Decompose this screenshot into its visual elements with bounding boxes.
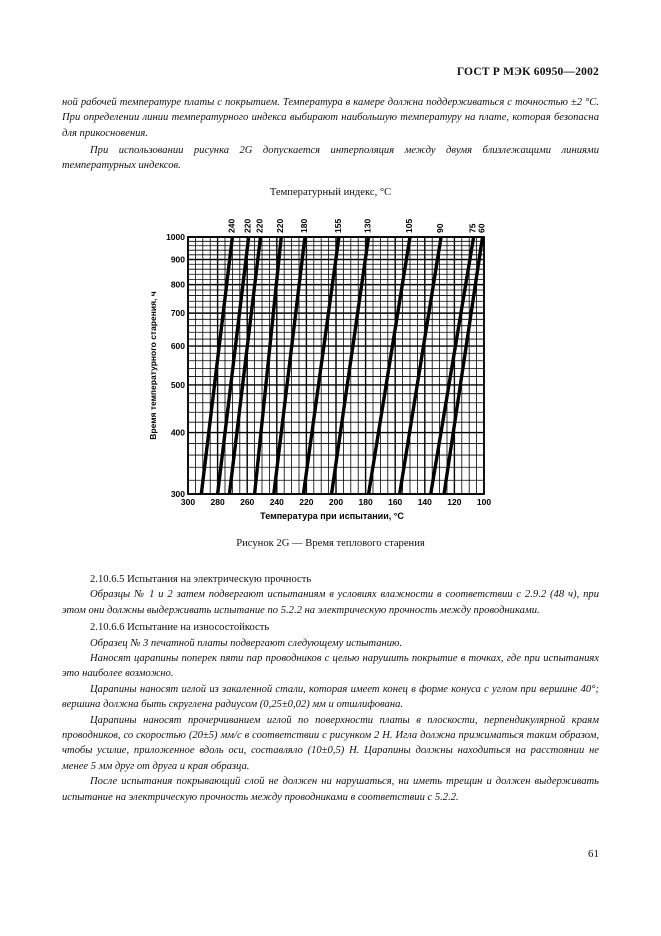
y-tick-label: 900 [170, 254, 185, 265]
section-paragraph: Царапины наносят прочерчиванием иглой по поверхности платы в плоскости, перпендикулярной краям проводников, со скоростью (20±5) мм/с в соответствии с рисунком 2 Н. Игла должна прижиматься таким образом, чтобы усилие, приложенное вдоль оси, составляло (10±0,5) Н. Царапины должны находиться на расстоянии не менее 5 мм друг от друга и края образца. [62, 714, 599, 772]
section-paragraph: После испытания покрывающий слой не должен ни нарушаться, ни иметь трещин и должен выдерживать испытание на электрическую прочность между проводниками в соответствии с 5.2.2. [62, 776, 599, 803]
series-label-90: 90 [435, 223, 446, 233]
section-paragraph: Образец № 3 печатной платы подвергают следующему испытанию. [90, 637, 403, 649]
y-tick-label: 1000 [166, 232, 185, 242]
series-label-220: 220 [275, 218, 286, 233]
x-tick-label: 240 [269, 497, 284, 507]
series-label-75: 75 [467, 223, 478, 233]
series-label-155: 155 [332, 218, 343, 233]
section-paragraph: Наносят царапины поперек пяти пар проводников с целью нарушить покрытие в точках, где при испытаниях это наиболее возможно. [62, 653, 599, 680]
chart-series-labels [226, 219, 486, 233]
y-tick-label: 300 [170, 489, 185, 499]
series-label-220: 220 [254, 218, 265, 233]
chart-y-axis-label: Время температурного старения, ч [148, 291, 158, 440]
section-heading-2-10-6-5: 2.10.6.5 Испытания на электрическую прочность [90, 574, 312, 585]
y-tick-label: 700 [170, 308, 185, 319]
series-label-130: 130 [362, 218, 373, 233]
x-tick-label: 200 [328, 497, 344, 507]
x-tick-label: 260 [240, 497, 255, 507]
section-text [62, 572, 599, 805]
series-label-105: 105 [404, 218, 414, 233]
chart-x-axis-label: Температура при испытании, °С [260, 511, 404, 521]
section-heading-2-10-6-6: 2.10.6.6 Испытание на износостойкость [90, 622, 270, 634]
section-paragraph: Царапины наносят иглой из закаленной стали, которая имеет конец в форме конуса с углом при вершине 40°; вершина должна быть скруглена радиусом (0,25±0,02) мм и отшлифована. [62, 683, 599, 711]
series-label-220: 220 [242, 218, 253, 233]
y-tick-label: 500 [170, 379, 185, 390]
figure-caption: Рисунок 2G — Время теплового старения [236, 538, 425, 549]
y-tick-label: 800 [170, 279, 185, 290]
series-label-240: 240 [226, 218, 237, 233]
figure-top-label: Температурный индекс, °С [269, 187, 392, 198]
series-label-180: 180 [298, 218, 309, 233]
x-tick-label: 120 [447, 497, 462, 507]
x-tick-label: 180 [358, 497, 373, 507]
y-tick-label: 600 [170, 341, 185, 352]
intro-paragraph-2: При использовании рисунка 2G допускается интерполяция между двумя близлежащими линиями температурных индексов. [62, 145, 599, 172]
chart-x-ticks [181, 497, 491, 507]
series-label-60: 60 [476, 223, 487, 233]
x-tick-label: 100 [476, 497, 492, 507]
x-tick-label: 160 [388, 497, 403, 507]
x-tick-label: 220 [299, 497, 314, 507]
aging-time-chart [140, 208, 520, 538]
chart-y-ticks [166, 232, 185, 499]
y-tick-label: 400 [170, 427, 185, 438]
intro-paragraph-1: ной рабочей температуре платы с покрытием. Температура в камере должна поддерживаться с точностью ±2 °С. При определении линии температурного индекса выбирают наибольшую температуру на плате, которая безопасна для прикосновения. [62, 97, 599, 139]
x-tick-label: 280 [210, 497, 225, 507]
x-tick-label: 300 [180, 497, 196, 507]
section-paragraph: Образцы № 1 и 2 затем подвергают испытаниям в условиях влажности в соответствии с 2.9.2 (48 ч), при этом они должны выдерживать испытание по 5.2.2 на электрическую прочность между проводниками. [62, 589, 599, 616]
document-header: ГОСТ Р МЭК 60950—2002 [456, 66, 599, 78]
page-number: 61 [588, 848, 599, 860]
x-tick-label: 140 [417, 497, 432, 507]
